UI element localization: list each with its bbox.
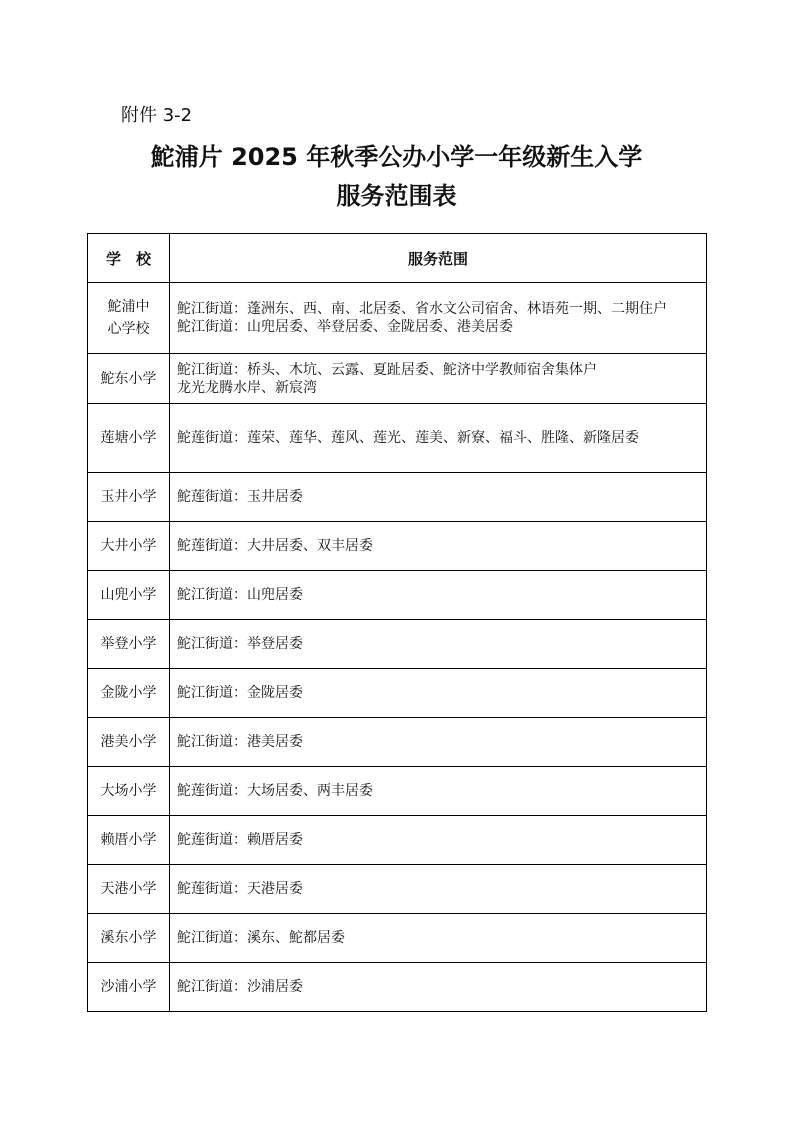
table-row bbox=[88, 718, 707, 767]
table-row bbox=[88, 283, 707, 354]
service-scope-cell bbox=[170, 767, 707, 816]
school-name-cell: 鮀浦中心学校 bbox=[88, 283, 170, 354]
scope-line: 鮀江街道：蓬洲东、西、南、北居委、省水文公司宿舍、林语苑一期、二期住户 bbox=[177, 301, 667, 317]
scope-line: 鮀莲街道：天港居委 bbox=[177, 881, 303, 897]
table-row bbox=[88, 669, 707, 718]
service-scope-cell bbox=[170, 354, 707, 404]
table-row bbox=[88, 865, 707, 914]
service-scope-cell bbox=[170, 865, 707, 914]
scope-line: 鮀江街道：山兜居委、举登居委、金陇居委、港美居委 bbox=[177, 319, 513, 335]
table-row bbox=[88, 914, 707, 963]
document-subtitle: 服务范围表 bbox=[336, 182, 457, 210]
service-scope-cell bbox=[170, 669, 707, 718]
scope-line: 鮀江街道：桥头、木坑、云露、夏趾居委、鮀济中学教师宿舍集体户 bbox=[177, 361, 597, 378]
scope-line: 鮀莲街道：大场居委、两丰居委 bbox=[177, 783, 373, 799]
school-name-cell: 举登小学 bbox=[88, 620, 170, 669]
school-name-cell: 港美小学 bbox=[88, 718, 170, 767]
table-row bbox=[88, 404, 707, 473]
table-row bbox=[88, 620, 707, 669]
table-header-row bbox=[88, 234, 707, 283]
school-name-cell: 山兜小学 bbox=[88, 571, 170, 620]
service-scope-cell bbox=[170, 816, 707, 865]
service-scope-cell bbox=[170, 914, 707, 963]
table-row bbox=[88, 354, 707, 404]
table-row bbox=[88, 963, 707, 1012]
school-name-cell: 玉井小学 bbox=[88, 473, 170, 522]
service-scope-cell bbox=[170, 718, 707, 767]
document-title: 鮀浦片 2025 年秋季公办小学一年级新生入学 bbox=[150, 143, 643, 171]
scope-line: 鮀江街道：溪东、鮀都居委 bbox=[177, 930, 345, 946]
scope-line: 鮀莲街道：玉井居委 bbox=[177, 489, 303, 505]
table-row bbox=[88, 767, 707, 816]
service-scope-cell bbox=[170, 473, 707, 522]
header-school: 学 校 bbox=[88, 234, 170, 283]
service-scope-cell bbox=[170, 620, 707, 669]
school-name-cell: 沙浦小学 bbox=[88, 963, 170, 1012]
scope-line: 龙光龙腾水岸、新宸湾 bbox=[177, 379, 317, 396]
table-row bbox=[88, 473, 707, 522]
scope-line: 鮀江街道：举登居委 bbox=[177, 636, 303, 652]
school-name-cell: 鮀东小学 bbox=[88, 354, 170, 404]
scope-line: 鮀莲街道：大井居委、双丰居委 bbox=[177, 538, 373, 554]
school-name-cell: 溪东小学 bbox=[88, 914, 170, 963]
school-name-cell: 赖厝小学 bbox=[88, 816, 170, 865]
service-scope-cell bbox=[170, 404, 707, 473]
table-row bbox=[88, 816, 707, 865]
attachment-label: 附件 3-2 bbox=[121, 105, 193, 126]
scope-line: 鮀江街道：山兜居委 bbox=[177, 587, 303, 603]
school-name-cell: 金陇小学 bbox=[88, 669, 170, 718]
service-scope-cell bbox=[170, 283, 707, 354]
scope-line: 鮀江街道：金陇居委 bbox=[177, 685, 303, 701]
service-scope-cell bbox=[170, 522, 707, 571]
scope-line: 鮀江街道：沙浦居委 bbox=[177, 979, 303, 995]
service-area-table bbox=[87, 233, 707, 1012]
school-name-cell: 大井小学 bbox=[88, 522, 170, 571]
scope-line: 鮀莲街道：赖厝居委 bbox=[177, 832, 303, 848]
school-name-cell: 天港小学 bbox=[88, 865, 170, 914]
school-name-cell: 莲塘小学 bbox=[88, 404, 170, 473]
school-name-cell: 大场小学 bbox=[88, 767, 170, 816]
service-scope-cell bbox=[170, 963, 707, 1012]
header-scope: 服务范围 bbox=[170, 234, 707, 283]
scope-line: 鮀莲街道：莲荣、莲华、莲风、莲光、莲美、新寮、福斗、胜隆、新隆居委 bbox=[177, 430, 639, 446]
table-row bbox=[88, 571, 707, 620]
table-row bbox=[88, 522, 707, 571]
scope-line: 鮀江街道：港美居委 bbox=[177, 734, 303, 750]
service-scope-cell bbox=[170, 571, 707, 620]
